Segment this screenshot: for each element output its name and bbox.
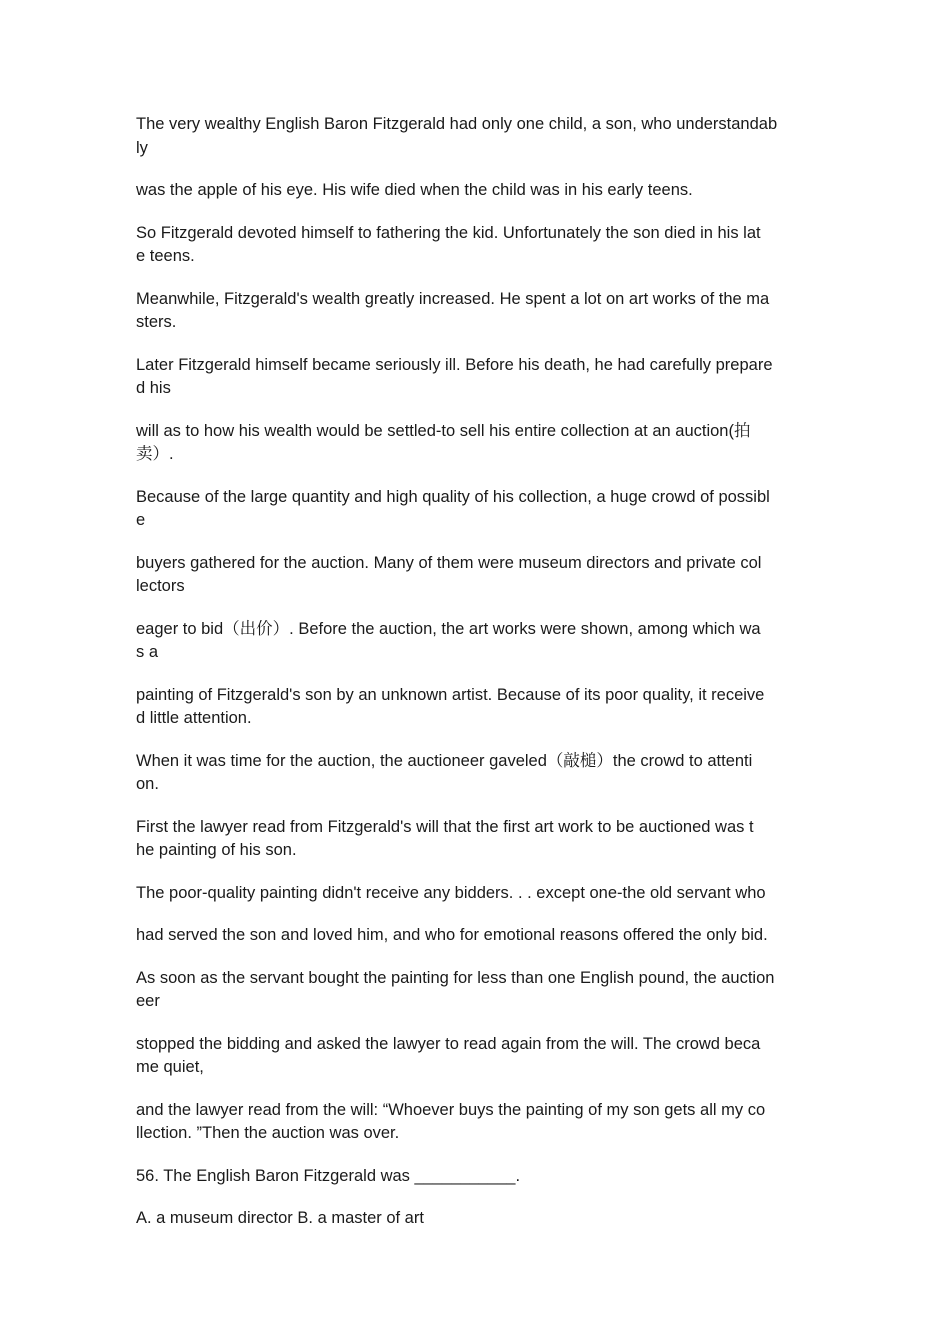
text-line: painting of Fitzgerald's son by an unknown artist. Because of its poor quality, it receive [136,685,765,704]
paragraph [136,1165,816,1189]
paragraph [136,354,816,401]
paragraph [136,222,816,269]
text-line: Because of the large quantity and high quality of his collection, a huge crowd of possibl [136,487,770,506]
text-line: and the lawyer read from the will: “Whoever buys the painting of my son gets all my co [136,1100,766,1119]
text-line: lectors [136,577,185,595]
text-line: was the apple of his eye. His wife died when the child was in his early teens. [136,181,693,199]
text-line: had served the son and loved him, and who for emotional reasons offered the only bid. [136,926,768,944]
paragraph [136,288,816,335]
text-line: llection. ”Then the auction was over. [136,1124,400,1142]
text-line: The very wealthy English Baron Fitzgerald had only one child, a son, who understandab [136,115,778,133]
text-line: 56. The English Baron Fitzgerald was ___________. [136,1166,521,1185]
text-line: eager to bid（出价）. Before the auction, the art works were shown, among which wa [136,619,761,638]
text-line: will as to how his wealth would be settled-to sell his entire collection at an auction(拍 [136,421,751,440]
text-line: As soon as the servant bought the painting for less than one English pound, the auction [136,968,775,987]
paragraph [136,113,816,160]
document-body [136,113,816,1250]
text-line: d his [136,379,171,397]
text-line: e [136,511,146,529]
paragraph [136,684,816,731]
text-line: stopped the bidding and asked the lawyer to read again from the will. The crowd beca [136,1034,761,1053]
text-line: Later Fitzgerald himself became seriously ill. Before his death, he had carefully prepare [136,355,773,374]
paragraph [136,179,816,203]
text-line: e teens. [136,247,195,265]
paragraph [136,618,816,665]
paragraph [136,924,816,948]
text-line: First the lawyer read from Fitzgerald's will that the first art work to be auctioned was t [136,817,754,836]
text-line: So Fitzgerald devoted himself to fathering the kid. Unfortunately the son died in his lat [136,223,761,242]
paragraph [136,882,816,906]
paragraph [136,750,816,797]
paragraph [136,1207,816,1231]
text-line: sters. [136,313,177,331]
text-line: s a [136,643,159,661]
text-line: When it was time for the auction, the auctioneer gaveled（敲槌）the crowd to attenti [136,751,753,770]
paragraph [136,552,816,599]
paragraph [136,1033,816,1080]
paragraph [136,1099,816,1146]
text-line: on. [136,775,159,793]
paragraph [136,420,816,467]
text-line: buyers gathered for the auction. Many of them were museum directors and private col [136,553,762,572]
paragraph [136,486,816,533]
text-line: me quiet, [136,1058,204,1076]
text-line: The poor-quality painting didn't receive any bidders. . . except one-the old servant who [136,883,766,902]
text-line: ly [136,138,148,157]
text-line: A. a museum director B. a master of art [136,1209,424,1227]
text-line: 卖）. [136,445,174,463]
paragraph [136,967,816,1014]
text-line: d little attention. [136,709,252,727]
text-line: he painting of his son. [136,841,297,859]
text-line: Meanwhile, Fitzgerald's wealth greatly increased. He spent a lot on art works of the ma [136,289,770,308]
paragraph [136,816,816,863]
text-line: eer [136,992,160,1010]
